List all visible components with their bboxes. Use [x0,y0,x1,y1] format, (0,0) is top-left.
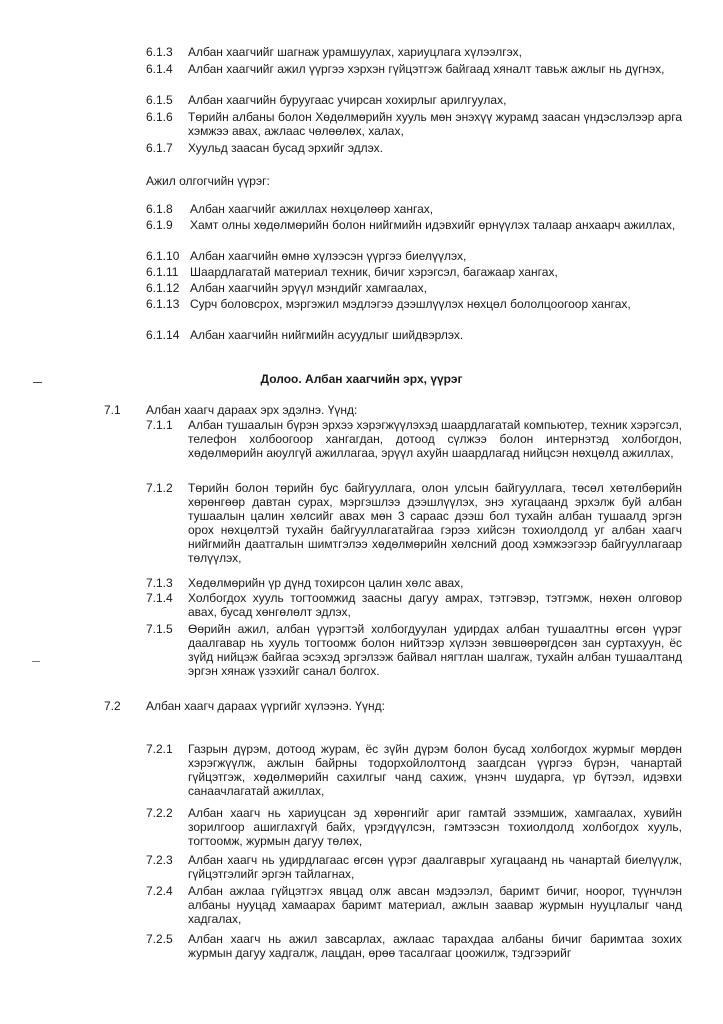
list-item [146,45,682,59]
item-text: Албан хаагчийг ажиллах нөхцөлөөр хангах, [190,202,434,216]
item-number: 7.1.4 [146,591,173,605]
list-item [146,141,682,155]
item-text: Албан хаагчийг ажил үүргээ хэрхэн гүйцэтгэж байгаад хяналт тавьж ажлыг нь дүгнэх, [188,62,665,76]
item-number: 6.1.3 [146,45,173,59]
item-text: Төрийн албаны болон Хөдөлмөрийн хууль мөн энэхүү журамд заасан үндэслэлээр арга хэмжээ авах, ажлаас чөлөөлөх, халах, [188,110,682,138]
item-text: Албан хаагч нь удирдлагаас өгсөн үүрэг даалгаврыг хугацаанд нь чанартай биелүүлж, гүйцэтгэлийг эргэн тайлагнах, [188,853,682,881]
item-text: Холбогдох хууль тогтоомжид заасны дагуу амрах, тэтгэвэр, тэтгэмж, нөхөн олговор авах, бусад хөнгөлөлт эдлэх, [188,591,682,619]
item-text: Албан хаагч нь хариуцсан эд хөрөнгийг ариг гамтай эзэмшиж, хамгаалах, хувийн зорилгоор ашиглахгүй байх, үрэгдүүлсэн, гэмтээсэн тохиолдолд холбогдох хууль, тогтоомж, журмын дагуу төлөх, [188,806,682,848]
item-number: 6.1.4 [146,62,173,76]
list-item [146,742,682,798]
list-item [146,884,682,926]
item-text: Албан хаагч нь ажил завсарлах, ажлаас тарахдаа албаны бичиг баримтаа зохих журмын дагуу хадгалж, лацдан, өрөө тасалгааг цоожилж, тэдгээрийг [188,932,682,960]
employer-duties-label: Ажил олгогчийн үүрэг: [146,174,270,188]
list-item [146,328,682,342]
list-item [146,297,682,311]
item-number: 7.2.1 [146,742,173,756]
list-item [146,110,682,138]
clause-text: Албан хаагч дараах үүргийг хүлээнэ. Үүнд: [146,699,385,713]
clause-7-1 [104,403,684,417]
item-number: 6.1.9 [146,218,173,232]
item-text: Шаардлагатай материал техник, бичиг хэрэгсэл, багажаар хангах, [190,265,558,279]
item-text: Албан хаагчийн нийгмийн асуудлыг шийдвэрлэх. [190,328,464,342]
list-item [146,481,682,565]
item-number: 6.1.11 [146,265,179,279]
item-number: 6.1.10 [146,249,180,263]
list-item [146,622,682,678]
list-item [146,576,682,590]
section-title: Долоо. Албан хаагчийн эрх, үүрэг [260,372,463,386]
item-text: Өөрийн ажил, албан үүрэгтэй холбогдуулан удирдах албан тушаалтны өгсөн үүрэг даалгавар нь хууль тогтоомж болон нийтээр хүлээн зөвшөөрөгдсөн зан суртахуун, ёс зүйд нийцэж байгаа эсэхэд эргэлзэж байвал нягтлан шалгаж, тухайн албан тушаалтанд эргэн хянаж үзэхийг санал болгох. [188,622,682,678]
item-number: 6.1.12 [146,281,180,295]
item-text: Сурч боловсрох, мэргэжил мэдлэгээ дээшлүүлэх нөхцөл бололцоогоор хангах, [190,297,631,311]
list-item [146,281,682,295]
item-text: Албан хаагчийн эрүүл мэндийг хамгаалах, [190,281,427,295]
item-text: Албан хаагчийн өмнө хүлээсэн үүргээ биелүүлэх, [190,249,467,263]
item-number: 7.1.2 [146,481,173,495]
list-item [146,418,682,460]
item-number: 7.2.3 [146,853,173,867]
item-text: Албан ажлаа гүйцэтгэх явцад олж авсан мэдээлэл, баримт бичиг, ноорог, түүнчлэн албаны нууцад хамаарах баримт материал, ажлын заавар журмын нууцлалыг чанд хадгалах, [188,884,682,926]
item-text: Хөдөлмөрийн үр дүнд тохирсон цалин хөлс авах, [188,576,464,590]
item-text: Албан тушаалын бүрэн эрхээ хэрэгжүүлэхэд шаардлагатай компьютер, техник хэрэгсэл, телефон холбоогоор хангагдан, дотоод сүлжээ болон интернэтэд холбогдон, хөдөлмөрийн аюулгүй ажиллагаа, эрүүл ахуйн шаардлагад нийцсэн нөхцөлд ажиллах, [188,418,682,460]
item-number: 6.1.5 [146,93,173,107]
clause-number: 7.2 [104,699,121,713]
item-number: 6.1.14 [146,328,180,342]
item-number: 6.1.6 [146,110,173,124]
item-number: 7.2.2 [146,806,173,820]
list-item [146,265,682,279]
list-item [146,93,682,107]
item-text: Хуульд заасан бусад эрхийг эдлэх. [188,141,383,155]
item-number: 6.1.7 [146,141,173,155]
item-text: Албан хаагчийг шагнаж урамшуулах, хариуцлага хүлээлгэх, [188,45,522,59]
item-number: 6.1.8 [146,202,173,216]
list-item [146,202,682,216]
scan-mark [32,661,40,662]
clause-text: Албан хаагч дараах эрх эдэлнэ. Үүнд: [146,403,358,417]
list-item [146,218,682,232]
list-item [146,62,682,76]
item-number: 7.1.3 [146,576,173,590]
item-number: 6.1.13 [146,297,180,311]
item-number: 7.1.5 [146,622,173,636]
list-item [146,932,682,960]
item-number: 7.1.1 [146,418,173,432]
list-item [146,853,682,881]
item-text: Төрийн болон төрийн бус байгууллага, олон улсын байгууллага, төсөл хөтөлбөрийн хөрөнгөөр давтан сурах, мэргэшлээ дээшлүүлэх, энэ хугацаанд эрхэлж буй албан тушаалын цалин хөлсийг авах мөн 3 сараас дээш бол тухайн албан тушаалд эргэн орох нөхцөлтэй тухайн байгууллагатайгаа гэрээ хийсэн тохиолдолд уг албан хаагч нийгмийн даатгалын шимтгэлээ хөдөлмөрийн хөлсний доод хэмжээгээр байгууллагаар төлүүлэх, [188,481,682,565]
item-text: Хамт олны хөдөлмөрийн болон нийгмийн идэвхийг өрнүүлэх талаар анхаарч ажиллах, [190,218,676,232]
clause-number: 7.1 [104,403,121,417]
list-item [146,249,682,263]
item-text: Газрын дүрэм, дотоод журам, ёс зүйн дүрэм болон бусад холбогдох журмыг мөрдөн хэрэгжүүлж, ажлын байрны тодорхойлолтонд заагдсан үүргээ бүрэн, чанартай гүйцэтгэж, хөдөлмөрийн сахилгыг чанд сахиж, үнэнч шударга, үр бүтээл, идэвхи санаачлагатай ажиллах, [188,742,682,798]
list-item [146,591,682,619]
item-text: Албан хаагчийн буруугаас учирсан хохирлыг арилгуулах, [188,93,507,107]
list-item [146,806,682,848]
clause-7-2 [104,699,684,713]
item-number: 7.2.4 [146,884,173,898]
item-number: 7.2.5 [146,932,173,946]
